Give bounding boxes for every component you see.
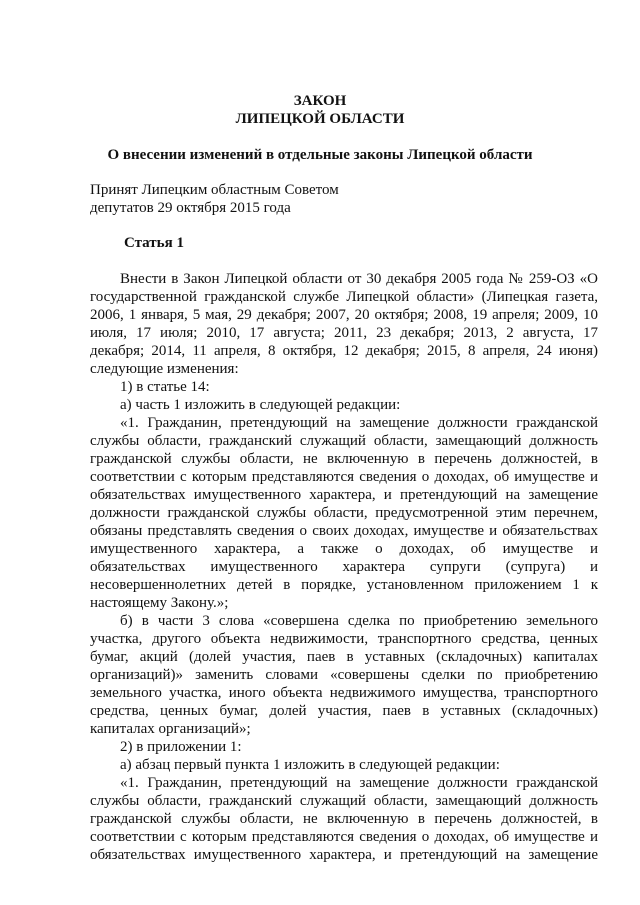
adoption-line-2: депутатов 29 октября 2015 года [90,200,291,216]
body-line: имущественного характера, а также о доходах, об имуществе и [90,541,598,557]
body-line: государственной гражданской службе Липецкой области» (Липецкая газета, [90,289,598,305]
list-item: 2) в приложении 1: [120,739,242,755]
body-line: обязаны представлять сведения о своих доходах, имуществе и обязательствах [90,523,598,539]
body-line: обязательствах имущественного характера, и претендующий на замещение [90,487,598,503]
list-item: а) часть 1 изложить в следующей редакции: [120,397,401,413]
law-region: ЛИПЕЦКОЙ ОБЛАСТИ [235,111,405,127]
body-line: средства, ценных бумаг, долей участия, паев в уставных (складочных) [90,703,598,719]
body-line: службы области, гражданский служащий области, замещающий должность [90,433,598,449]
body-line: обязательствах имущественного характера, и претендующий на замещение [90,847,598,863]
body-line: бумаг, акций (долей участия, паев в уставных (складочных) капиталах [90,649,598,665]
body-line: службы области, гражданский служащий области, замещающий должность [90,793,598,809]
body-line: соответствии с которым представляются сведения о доходах, об имуществе и [90,469,598,485]
body-line: 2006, 1 января, 5 мая, 29 декабря; 2007, 20 октября; 2008, 19 апреля; 2009, 10 [90,307,598,323]
body-line: капиталах организаций»; [90,721,251,737]
body-line: «1. Гражданин, претендующий на замещение должности гражданской [120,415,598,431]
body-line: участка, другого объекта недвижимости, транспортного средства, ценных [90,631,598,647]
article-heading: Статья 1 [124,235,184,251]
body-line: настоящему Закону.»; [90,595,229,611]
law-subtitle: О внесении изменений в отдельные законы Липецкой области [107,147,533,163]
list-item: а) абзац первый пункта 1 изложить в следующей редакции: [120,757,500,773]
list-item: 1) в статье 14: [120,379,210,395]
body-line: декабря; 2014, 11 апреля, 8 октября, 12 декабря; 2015, 8 апреля, 24 июня) [90,343,598,359]
body-line: Внести в Закон Липецкой области от 30 декабря 2005 года № 259-ОЗ «О [120,271,598,287]
body-line: б) в части 3 слова «совершена сделка по приобретению земельного [120,613,598,629]
law-title: ЗАКОН [293,93,347,109]
body-line: гражданской службы области, не включенную в перечень должностей, в [90,811,598,827]
body-line: обязательствах имущественного характера супруги (супруга) и [90,559,598,575]
body-line: соответствии с которым представляются сведения о доходах, об имуществе и [90,829,598,845]
body-line: «1. Гражданин, претендующий на замещение должности гражданской [120,775,598,791]
adoption-line-1: Принят Липецким областным Советом [90,182,339,198]
body-line: несовершеннолетних детей в порядке, установленном приложением 1 к [90,577,598,593]
body-line: земельного участка, иного объекта недвижимого имущества, транспортного [90,685,598,701]
body-line: гражданской службы области, не включенную в перечень должностей, в [90,451,598,467]
body-line: организаций)» заменить словами «совершены сделки по приобретению [90,667,598,683]
body-line: следующие изменения: [90,361,239,377]
body-line: должности гражданской службы области, предусмотренной этим перечнем, [90,505,598,521]
body-line: июля, 17 июля; 2010, 17 августа; 2011, 23 декабря; 2013, 2 августа, 17 [90,325,598,341]
